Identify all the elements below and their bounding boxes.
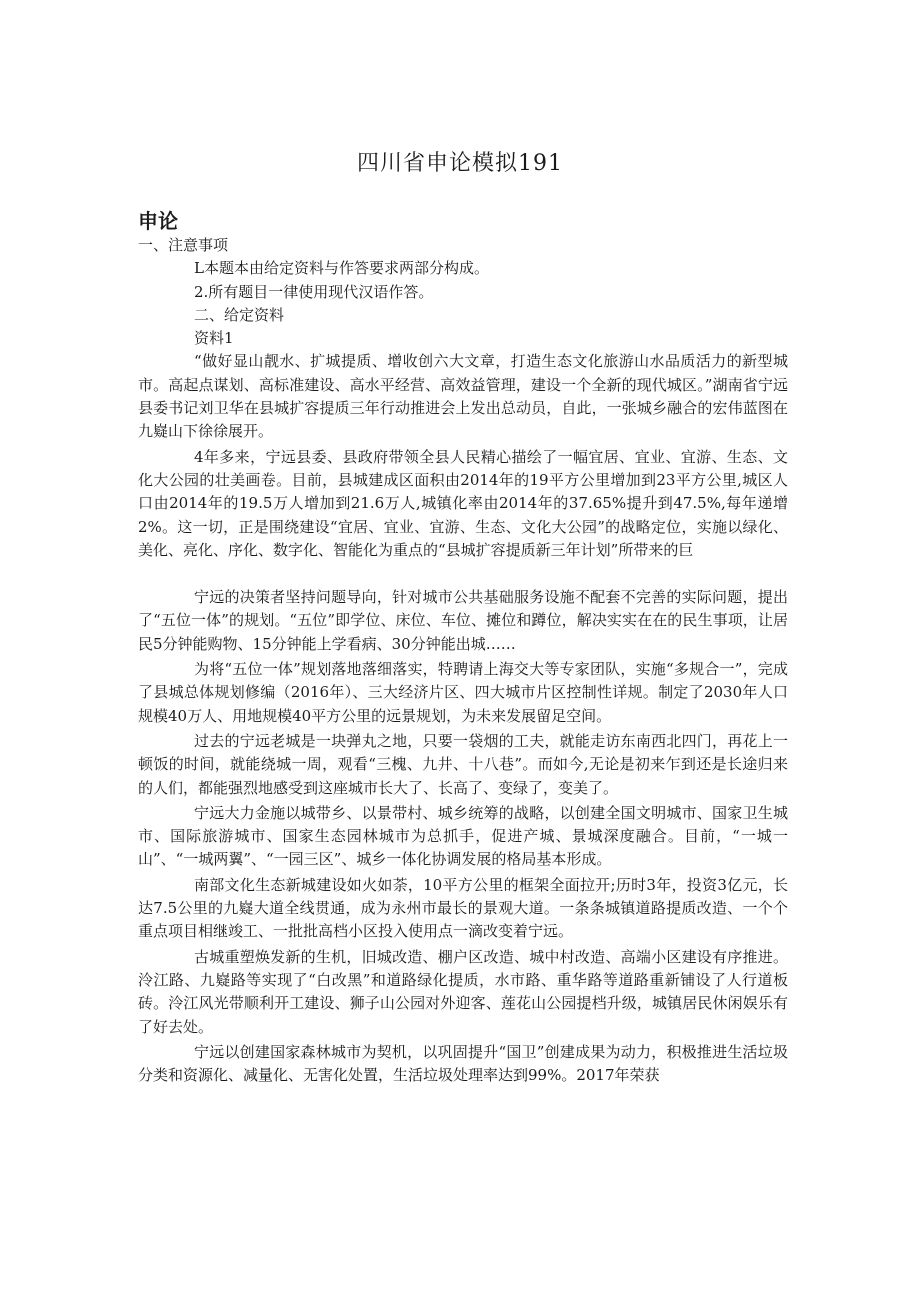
body-paragraph: 宁远以创建国家森林城市为契机，以巩固提升“国卫”创建成果为动力，积极推进生活垃圾分类和资源化、减量化、无害化处置，生活垃圾处理率达到99%。2017年荣获 (138, 1042, 788, 1085)
body-paragraph: 宁远大力金施以城带乡、以景带村、城乡统筹的战略，以创建全国文明城市、国家卫生城市、国际旅游城市、国家生态园林城市为总抓手，促进产城、景城深度融合。目前，“一城一山”、“一城两翼”、“一园三区”、城乡一体化协调发展的格局基本形成。 (138, 803, 788, 869)
notice-item: L本题本由给定资料与作答要求两部分构成。 (194, 259, 489, 278)
notice-item: 2.所有题目一律使用现代汉语作答。 (194, 282, 434, 301)
body-paragraph: 宁远的决策者坚持问题导向，针对城市公共基础服务设施不配套不完善的实际问题，提出了“五位一体”的规划。“五位”即学位、床位、车位、摊位和蹲位，解决实实在在的民生事项，让居民5分钟能购物、15分钟能上学看病、30分钟能出城…… (138, 588, 788, 653)
body-paragraph: 4年多来，宁远县委、县政府带领全县人民精心描绘了一幅宜居、宜业、宜游、生态、文化大公园的壮美画卷。目前，县城建成区面积由2014年的19平方公里增加到23平方公里,城区人口由2014年的19.5万人增加到21.6万人,城镇化率由2014年的37.65%提升到47.5%,每年递增2%。这一切，正是围绕建设“宜居、宜业、宜游、生态、文化大公园”的战略定位，实施以绿化、美化、亮化、序化、数字化、智能化为重点的“县城扩容提质新三年计划”所带来的巨 (138, 447, 788, 559)
body-paragraph: “做好显山靓水、扩城提质、增收创六大文章，打造生态文化旅游山水品质活力的新型城市。高起点谋划、高标准建设、高水平经营、高效益管理，建设一个全新的现代城区。”湖南省宁远县委书记刘卫华在县城扩容提质三年行动推进会上发出总动员，自此，一张城乡融合的宏伟蓝图在九嶷山下徐徐展开。 (138, 352, 788, 441)
material-heading: 二、给定资料 (194, 305, 285, 324)
notice-heading: 一、注意事项 (138, 236, 229, 254)
document-title: 四川省申论模拟191 (357, 151, 563, 176)
body-paragraph: 南部文化生态新城建设如火如荼，10平方公里的框架全面拉开;历时3年，投资3亿元，长达7.5公里的九嶷大道全线贯通，成为永州市最长的景观大道。一条条城镇道路提质改造、一个个重点项目相继竣工、一批批高档小区投入使用点一滴改变着宁远。 (138, 875, 788, 941)
body-paragraph: 为将“五位一体”规划落地落细落实，特聘请上海交大等专家团队，实施“多规合一”，完成了县城总体规划修编（2016年）、三大经济片区、四大城市片区控制性详规。制定了2030年人口规模40万人、用地规模40平方公里的远景规划，为未来发展留足空间。 (138, 660, 788, 725)
body-paragraph: 过去的宁远老城是一块弹丸之地，只要一袋烟的工夫，就能走访东南西北四门，再花上一顿饭的时间，就能绕城一周，观看“三槐、九井、十八巷”。而如今,无论是初来乍到还是长途归来的人们，都能强烈地感受到这座城市长大了、长高了、变绿了，变美了。 (138, 731, 788, 797)
body-paragraph: 古城重塑焕发新的生机，旧城改造、棚户区改造、城中村改造、高端小区建设有序推进。泠江路、九嶷路等实现了“白改黑”和道路绿化提质，水市路、重华路等道路重新铺设了人行道板砖。泠江风光带顺利开工建设、狮子山公园对外迎客、莲花山公园提档升级，城镇居民休闲娱乐有了好去处。 (138, 947, 788, 1036)
document-body (138, 234, 788, 1089)
section-heading: 申论 (138, 209, 178, 233)
material-label: 资料1 (194, 329, 234, 348)
